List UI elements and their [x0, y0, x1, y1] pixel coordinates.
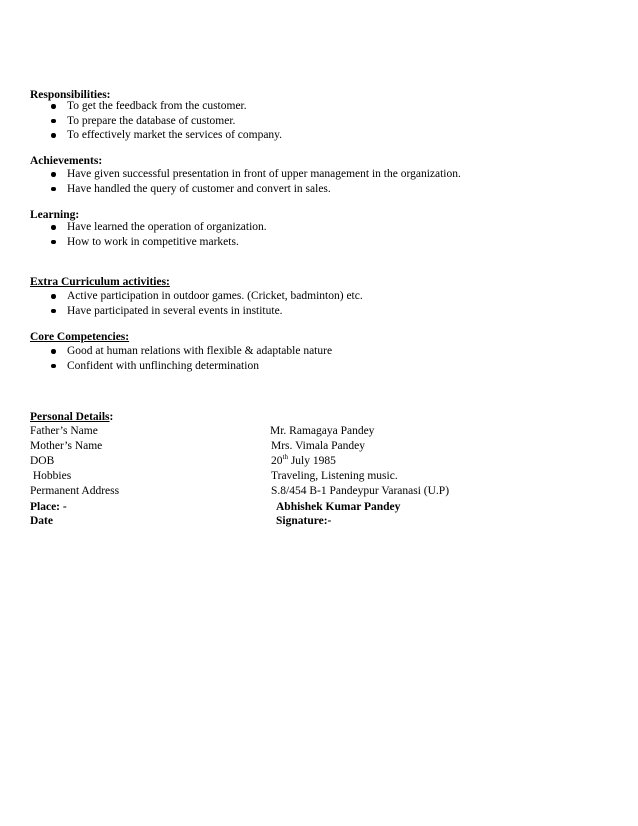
address-value: S.8/454 B-1 Pandeypur Varanasi (U.P): [271, 485, 450, 497]
bullet-icon: [51, 364, 56, 369]
list-item-text: Have given successful presentation in front of upper management in the organization.: [67, 168, 461, 180]
bullet-icon: [51, 240, 56, 245]
list-item-text: Good at human relations with flexible & adaptable nature: [67, 345, 333, 357]
personal-details-heading: [30, 410, 113, 424]
list-item: [30, 304, 363, 319]
mothers-name-value: Mrs. Vimala Pandey: [271, 440, 365, 452]
dob-rest: July 1985: [287, 455, 336, 467]
signature-label: Signature:-: [276, 515, 332, 527]
bullet-icon: [51, 294, 56, 299]
mothers-name-row: [0, 439, 638, 454]
candidate-name: Abhishek Kumar Pandey: [276, 501, 401, 513]
core-competencies-heading: Core Competencies:: [30, 331, 130, 343]
dob-value: [271, 454, 336, 469]
extra-curriculum-heading: Extra Curriculum activities:: [30, 276, 170, 288]
extra-curriculum-list: [30, 289, 363, 318]
bullet-icon: [51, 119, 56, 124]
fathers-name-label: Father’s Name: [30, 425, 98, 437]
list-item: [30, 182, 461, 197]
list-item: [30, 235, 267, 250]
list-item: [30, 344, 332, 359]
fathers-name-row: [0, 424, 638, 439]
list-item: [30, 220, 267, 235]
core-competencies-list: [30, 344, 332, 373]
dob-day: 20: [271, 455, 283, 467]
list-item-text: Have learned the operation of organization.: [67, 221, 267, 233]
fathers-name-value: Mr. Ramagaya Pandey: [270, 425, 375, 437]
address-row: [0, 484, 638, 499]
personal-details-heading-text: Personal Details: [30, 411, 110, 423]
dob-label: DOB: [30, 455, 55, 467]
list-item-text: Active participation in outdoor games. (Cricket, badminton) etc.: [67, 290, 363, 302]
learning-list: [30, 220, 267, 249]
responsibilities-list: [30, 99, 282, 143]
list-item-text: To effectively market the services of company.: [67, 129, 283, 141]
list-item: [30, 99, 282, 114]
list-item-text: To prepare the database of customer.: [67, 114, 236, 127]
dob-suffix: th: [282, 453, 288, 462]
bullet-icon: [51, 187, 56, 192]
list-item: [30, 359, 332, 374]
bullet-icon: [51, 172, 56, 177]
dob-row: [0, 454, 638, 469]
achievements-list: [30, 167, 461, 196]
list-item-text: How to work in competitive markets.: [67, 235, 239, 248]
date-row: [0, 514, 638, 529]
bullet-icon: [51, 133, 56, 138]
hobbies-value: Traveling, Listening music.: [271, 470, 398, 482]
place-row: [0, 500, 638, 515]
bullet-icon: [51, 309, 56, 314]
achievements-heading: Achievements:: [30, 155, 103, 167]
hobbies-row: [0, 469, 638, 484]
list-item: [30, 289, 363, 304]
bullet-icon: [51, 104, 56, 109]
hobbies-label: Hobbies: [30, 470, 72, 482]
address-label: Permanent Address: [30, 485, 120, 497]
date-label: Date: [30, 515, 53, 527]
list-item: [30, 114, 282, 129]
list-item-text: Have participated in several events in institute.: [67, 304, 283, 317]
list-item: [30, 167, 461, 182]
list-item-text: Have handled the query of customer and convert in sales.: [67, 182, 331, 195]
personal-details-heading-colon: :: [109, 411, 114, 423]
responsibilities-heading: Responsibilities:: [30, 89, 111, 101]
bullet-icon: [51, 349, 56, 354]
learning-heading: Learning:: [30, 209, 80, 221]
list-item-text: Confident with unflinching determination: [67, 359, 259, 372]
place-label: Place: -: [30, 501, 67, 513]
list-item-text: To get the feedback from the customer.: [67, 100, 247, 112]
bullet-icon: [51, 225, 56, 230]
mothers-name-label: Mother’s Name: [30, 440, 103, 452]
list-item: [30, 128, 282, 143]
